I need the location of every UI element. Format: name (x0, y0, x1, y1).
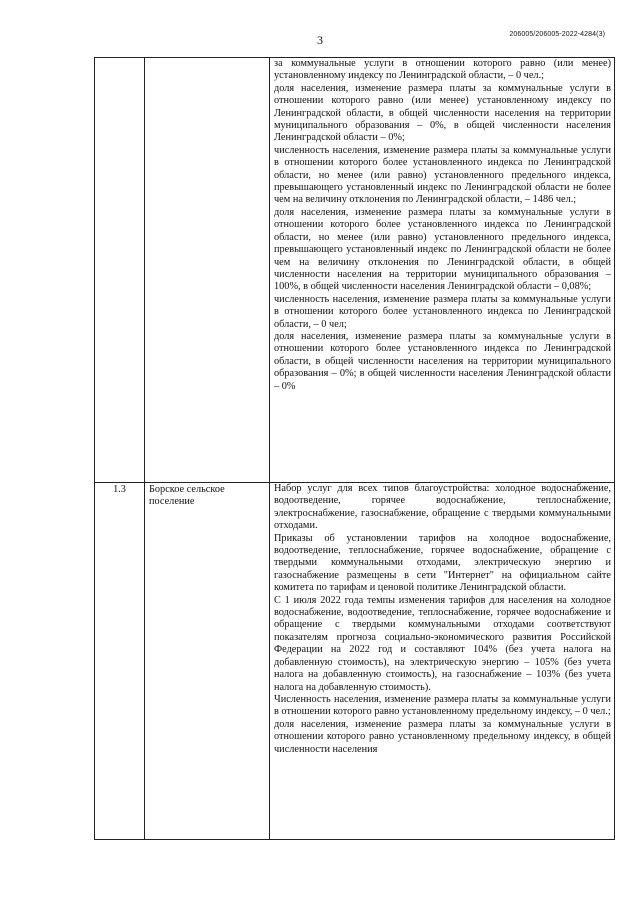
paragraph: доля населения, изменение размера платы за коммунальные услуги в отношении которого более установленного индекса по Ленинградской области, но менее (или равно) установленного предельного индекса, превышающего установленный индекс по Ленинградской области не более чем на величину отклонения по Ленинградской области, в общей численности населения на территории муниципального образования – 100%, в общей численности населения Ленинградской области – 0,08%; (274, 206, 611, 293)
paragraph: С 1 июля 2022 года темпы изменения тарифов для населения на холодное водоснабжение, водоотведение, теплоснабжение, горячее водоснабжение и обращение с твердыми коммунальными отходами соответствуют показателям прогноза социально-экономического развития Российской Федерации на 2022 год и составляют 104% (без учета налога на добавленную стоимость), на электрическую энергию – 105% (без учета налога на добавленную стоимость), на газоснабжение – 103% (без учета налога на добавленную стоимость). (274, 594, 611, 693)
paragraph: Набор услуг для всех типов благоустройства: холодное водоснабжение, водоотведение, горячее водоснабжение, теплоснабжение, электроснабжение, газоснабжение, обращение с твердыми коммунальными отходами. (274, 483, 611, 532)
row-number-cell (95, 483, 145, 840)
paragraph: численность населения, изменение размера платы за коммунальные услуги в отношении которого более установленного индекса по Ленинградской области, но менее (или равно) установленного предельного индекса, превышающего установленный индекс по Ленинградской области не более чем на величину отклонения по Ленинградской области, – 1486 чел.; (274, 144, 611, 206)
row-name (145, 58, 269, 59)
row-text-cell (270, 58, 615, 483)
row-name: Борское сельское поселение (149, 484, 225, 508)
row-name-cell (145, 58, 270, 483)
row-name-cell (145, 483, 270, 840)
row-number (95, 58, 144, 59)
paragraph: доля населения, изменение размера платы за коммунальные услуги в отношении которого равно установленному предельному индексу, в общей численности населения (274, 718, 611, 755)
row-number: 1.3 (113, 484, 126, 495)
table-row (95, 483, 615, 840)
document-number: 206005/206005-2022-4284(3) (509, 31, 605, 38)
row-number-cell (95, 58, 145, 483)
content-table (94, 57, 615, 840)
page-number: 3 (317, 33, 323, 47)
paragraph: Численность населения, изменение размера платы за коммунальные услуги в отношении которого равно установленному предельному индексу, – 0 чел.; (274, 693, 611, 718)
paragraph: за коммунальные услуги в отношении которого равно (или менее) установленному индексу по Ленинградской области, – 0 чел.; (274, 58, 611, 82)
paragraph: доля населения, изменение размера платы за коммунальные услуги в отношении которого равно (или менее) установленному индексу по Ленинградской области, в общей численности населения на территории муниципального образования – 0%, в общей численности населения Ленинградской области – 0%; (274, 82, 611, 144)
table-row (95, 58, 615, 483)
paragraph: численность населения, изменение размера платы за коммунальные услуги в отношении которого более установленного индекса по Ленинградской области, – 0 чел; (274, 293, 611, 330)
paragraph: Приказы об установлении тарифов на холодное водоснабжение, водоотведение, теплоснабжение, горячее водоснабжение, обращение с твердыми коммунальными отходами, электрическую энергию и газоснабжение размещены в сети "Интернет" на официальном сайте комитета по тарифам и ценовой политике Ленинградской области. (274, 532, 611, 594)
paragraph: доля населения, изменение размера платы за коммунальные услуги в отношении которого более установленного индекса по Ленинградской области, в общей численности населения на территории муниципального образования – 0%; в общей численности населения Ленинградской области – 0% (274, 330, 611, 392)
row-text-cell (270, 483, 615, 840)
